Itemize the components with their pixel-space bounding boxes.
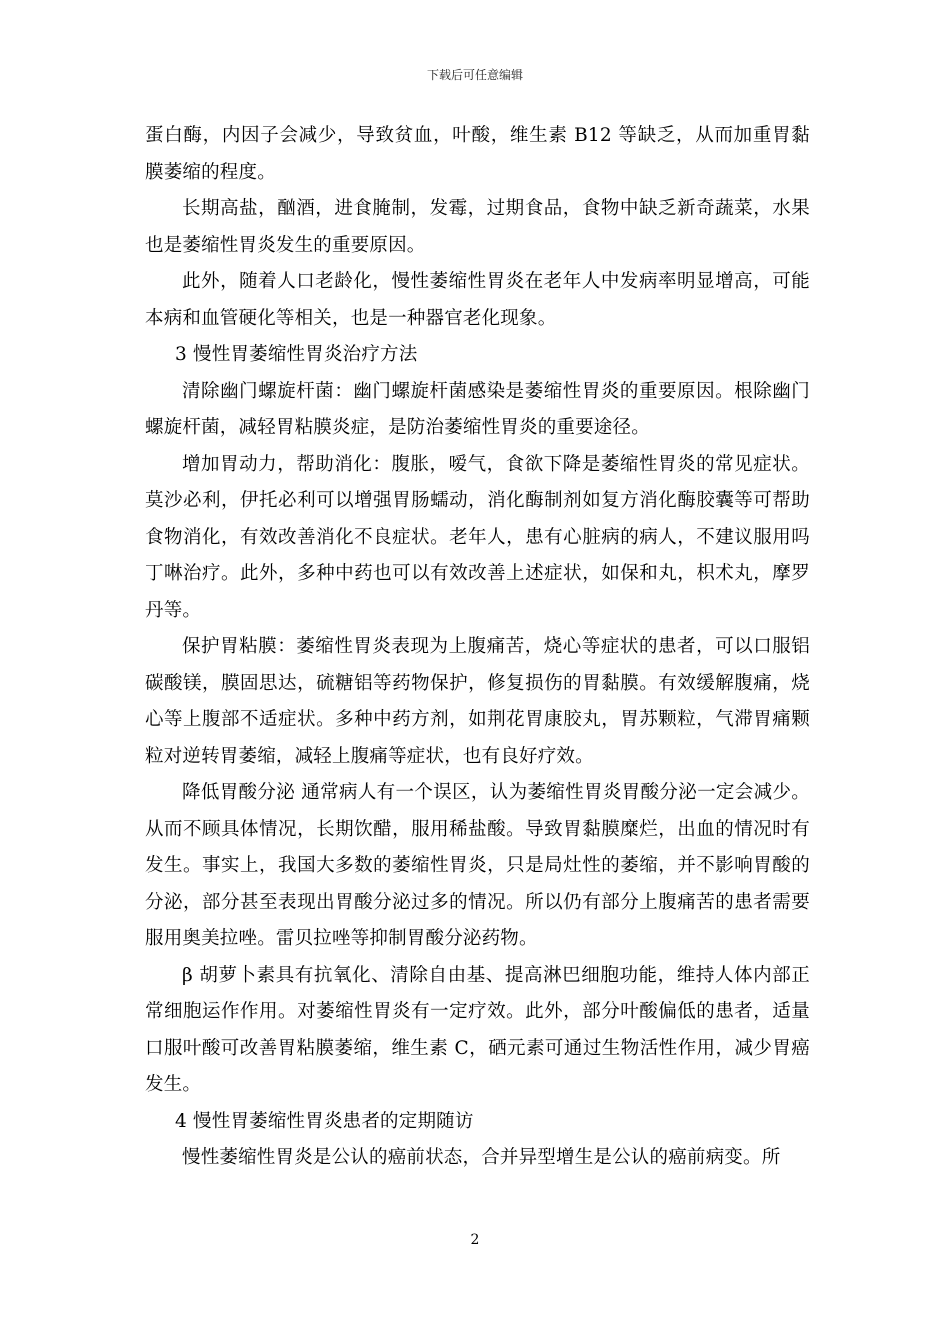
paragraph: 增加胃动力，帮助消化：腹胀，嗳气，食欲下降是萎缩性胃炎的常见症状。莫沙必利，伊托必利可以增强胃肠蠕动，消化酶制剂如复方消化酶胶囊等可帮助食物消化，有效改善消化不良症状。老年人，患有心脏病的病人，不建议服用吗丁啉治疗。此外，多种中药也可以有效改善上述症状，如保和丸，枳术丸，摩罗丹等。 [145, 453, 810, 621]
page-header: 下载后可任意编辑 [426, 68, 523, 82]
section-heading: 4 慢性胃萎缩性胃炎患者的定期随访 [175, 1110, 474, 1132]
paragraph: 长期高盐，酗酒，进食腌制，发霉，过期食品，食物中缺乏新奇蔬菜，水果也是萎缩性胃炎发生的重要原因。 [145, 198, 810, 256]
paragraph-continued: 蛋白酶，内因子会减少，导致贫血，叶酸，维生素 B12 等缺乏，从而加重胃黏膜萎缩的程度。 [145, 125, 810, 183]
paragraph: 保护胃粘膜：萎缩性胃炎表现为上腹痛苦，烧心等症状的患者，可以口服铝碳酸镁，膜固思达，硫糖铝等药物保护，修复损伤的胃黏膜。有效缓解腹痛，烧心等上腹部不适症状。多种中药方剂，如荆花胃康胶丸，胃苏颗粒，气滞胃痛颗粒对逆转胃萎缩，减轻上腹痛等症状，也有良好疗效。 [145, 636, 810, 767]
document-body [145, 118, 810, 1177]
section-heading: 3 慢性胃萎缩性胃炎治疗方法 [175, 344, 418, 365]
paragraph: 降低胃酸分泌 通常病人有一个误区，认为萎缩性胃炎胃酸分泌一定会减少。从而不顾具体情况，长期饮醋，服用稀盐酸。导致胃黏膜糜烂，出血的情况时有发生。事实上，我国大多数的萎缩性胃炎，只是局灶性的萎缩，并不影响胃酸的分泌，部分甚至表现出胃酸分泌过多的情况。所以仍有部分上腹痛苦的患者需要服用奥美拉唑。雷贝拉唑等抑制胃酸分泌药物。 [145, 782, 810, 949]
paragraph: 慢性萎缩性胃炎是公认的癌前状态，合并异型增生是公认的癌前病变。所 [182, 1147, 781, 1168]
paragraph: β 胡萝卜素具有抗氧化、清除自由基、提高淋巴细胞功能，维持人体内部正常细胞运作作用。对萎缩性胃炎有一定疗效。此外，部分叶酸偏低的患者，适量口服叶酸可改善胃粘膜萎缩，维生素 C，硒元素可通过生物活性作用，减少胃癌发生。 [145, 964, 810, 1095]
paragraph: 此外，随着人口老龄化，慢性萎缩性胃炎在老年人中发病率明显增高，可能本病和血管硬化等相关，也是一种器官老化现象。 [145, 271, 810, 329]
paragraph: 清除幽门螺旋杆菌：幽门螺旋杆菌感染是萎缩性胃炎的重要原因。根除幽门螺旋杆菌，减轻胃粘膜炎症，是防治萎缩性胃炎的重要途径。 [145, 380, 810, 438]
page-number: 2 [470, 1232, 480, 1248]
